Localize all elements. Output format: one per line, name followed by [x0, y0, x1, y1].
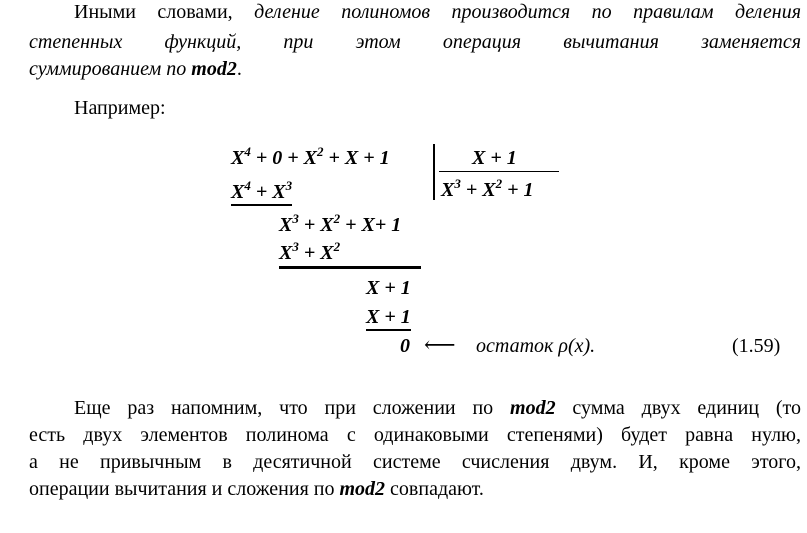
- final-remainder: 0: [400, 335, 410, 357]
- para2-line2: есть двух элементов полинома с одинаковыми степенями) будет равна нулю,: [29, 424, 801, 446]
- subtraction-rule-2: [279, 266, 421, 269]
- quotient: $X^3 + X^2 + 1$: [441, 176, 534, 201]
- para2-line4: операции вычитания и сложения по mod2 совпадают.: [29, 478, 484, 500]
- equation-number: (1.59): [732, 335, 781, 357]
- para1-line3-end: .: [236, 58, 242, 80]
- para2-line1: Еще раз напомним, что при сложении по mod2 сумма двух единиц (то: [74, 397, 801, 419]
- example-label: Например:: [74, 97, 166, 119]
- para2-line1-bold: mod2: [510, 397, 556, 419]
- subtrahend-3: X + 1: [366, 305, 411, 329]
- dividend: $X^4 + 0 + X^2 + X + 1$: [231, 144, 390, 169]
- divisor: X + 1: [472, 147, 517, 169]
- division-bar: [433, 144, 435, 200]
- para2-line3: а не привычным в десятичной системе счисления двум. И, кроме этого,: [29, 451, 801, 473]
- para1-line2: [29, 30, 801, 54]
- remainder-step-1: $X^3 + X^2 + X+ 1$: [279, 211, 402, 236]
- divisor-underline: [439, 171, 559, 172]
- para1-line1-italic: деление полиномов производится по правилам деления: [254, 1, 801, 23]
- para1-line3: [29, 57, 242, 81]
- arrow-left-icon: ⟵: [424, 332, 456, 357]
- subtrahend-1: $X^4 + X^3$: [231, 180, 292, 204]
- para2-line4-bold: mod2: [339, 478, 386, 500]
- para1-line2-text: степенных функций, при этом операция вычитания заменяется: [29, 31, 801, 53]
- subtrahend-2: $X^3 + X^2$: [279, 239, 341, 264]
- para1-line3-italic: суммированием по: [29, 58, 192, 80]
- para1-line3-bold: mod2: [191, 58, 237, 80]
- para1-line1-start: Иными словами,: [74, 1, 255, 23]
- remainder-step-2: X + 1: [366, 277, 411, 299]
- para1-line1: [29, 0, 801, 24]
- remainder-label: остаток ρ(x).: [476, 335, 596, 357]
